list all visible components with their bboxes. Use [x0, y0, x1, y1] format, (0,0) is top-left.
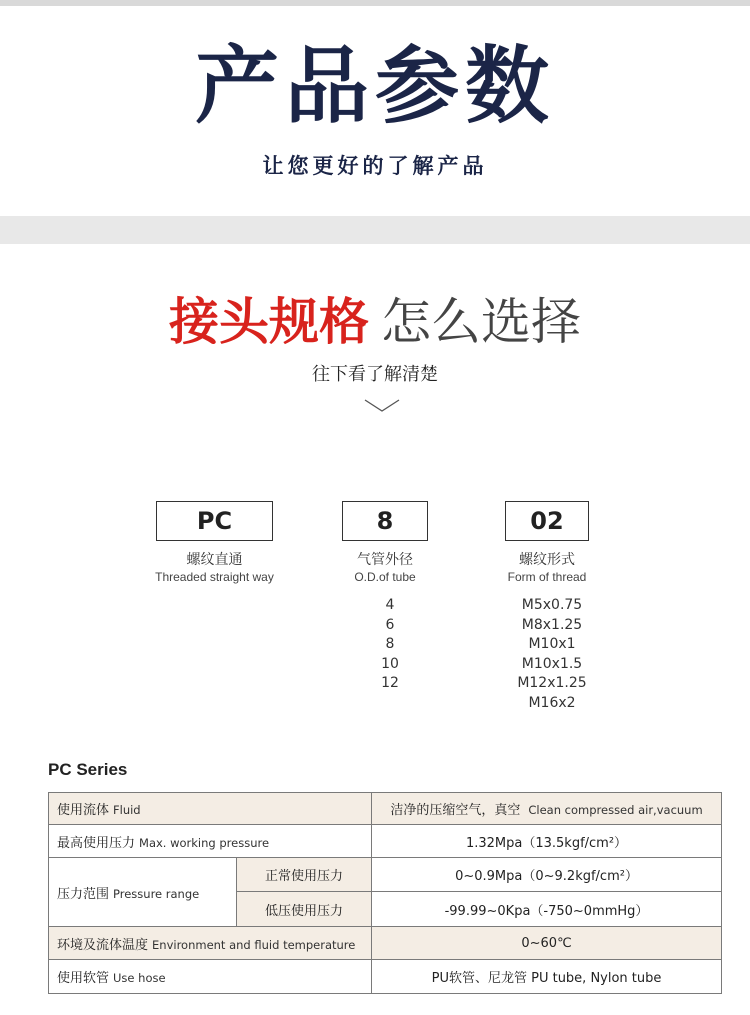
code-box-type: PC: [156, 501, 273, 541]
option-item: M16x2: [528, 694, 576, 711]
top-divider: [0, 0, 750, 6]
code-label-en-thread: Form of thread: [507, 570, 587, 584]
row-label-temperature: 环境及流体温度 Environment and fluid temperature: [49, 927, 372, 960]
section-divider-band: [0, 216, 750, 244]
row-value-max-pressure: 1.32Mpa（13.5kgf/cm²）: [372, 825, 722, 858]
option-item: 4: [385, 597, 395, 613]
option-item: 12: [381, 675, 399, 691]
code-box-thread: 02: [505, 501, 589, 541]
spec-table: [48, 792, 722, 994]
code-label-en-tube-od: O.D.of tube: [354, 570, 416, 584]
row-label-hose: 使用软管 Use hose: [49, 960, 372, 994]
row-value-fluid: 洁净的压缩空气，真空 Clean compressed air,vacuum: [372, 793, 722, 825]
code-box-tube-od: 8: [342, 501, 428, 541]
option-item: M5x0.75: [521, 597, 583, 613]
option-item: M12x1.25: [517, 675, 587, 691]
table-row: [49, 793, 722, 825]
table-row: [49, 858, 722, 892]
table-row: [49, 927, 722, 960]
option-item: 6: [385, 616, 395, 633]
section-title: [0, 295, 750, 350]
page-subtitle: 让您更好的了解产品: [262, 154, 488, 178]
row-sublabel-low-pressure: 低压使用压力: [237, 892, 372, 927]
code-label-cn-tube-od: 气管外径: [357, 552, 413, 568]
section-title-highlight: 接头规格: [169, 293, 369, 351]
code-label-en-type: Threaded straight way: [155, 570, 274, 584]
row-value-normal-pressure: 0~0.9Mpa（0~9.2kgf/cm²）: [372, 858, 722, 892]
row-value-temperature: 0~60℃: [372, 927, 722, 960]
option-item: 8: [385, 636, 395, 652]
tube-od-options: [340, 596, 440, 694]
row-label-pressure-range: 压力范围 Pressure range: [49, 858, 237, 927]
row-sublabel-normal-pressure: 正常使用压力: [237, 858, 372, 892]
option-item: M10x1: [528, 636, 576, 652]
option-item: 10: [381, 655, 399, 672]
option-item: M8x1.25: [521, 616, 583, 633]
page-title: 产品参数: [194, 37, 555, 135]
table-row: [49, 825, 722, 858]
section-title-rest: 怎么选择: [381, 293, 581, 351]
code-label-cn-type: 螺纹直通: [186, 552, 243, 568]
table-title: PC Series: [48, 760, 128, 779]
row-value-low-pressure: -99.99~0Kpa（-750~0mmHg）: [372, 892, 722, 927]
row-value-hose: PU软管、尼龙管 PU tube, Nylon tube: [372, 960, 722, 994]
row-label-fluid: 使用流体 Fluid: [49, 793, 372, 825]
code-label-cn-thread: 螺纹形式: [519, 552, 575, 568]
chevron-down-icon: [364, 398, 400, 414]
section-subtitle: 往下看了解清楚: [312, 364, 438, 385]
thread-options: [492, 596, 612, 713]
row-label-max-pressure: 最高使用压力 Max. working pressure: [49, 825, 372, 858]
table-row: [49, 960, 722, 994]
option-item: M10x1.5: [521, 655, 583, 672]
